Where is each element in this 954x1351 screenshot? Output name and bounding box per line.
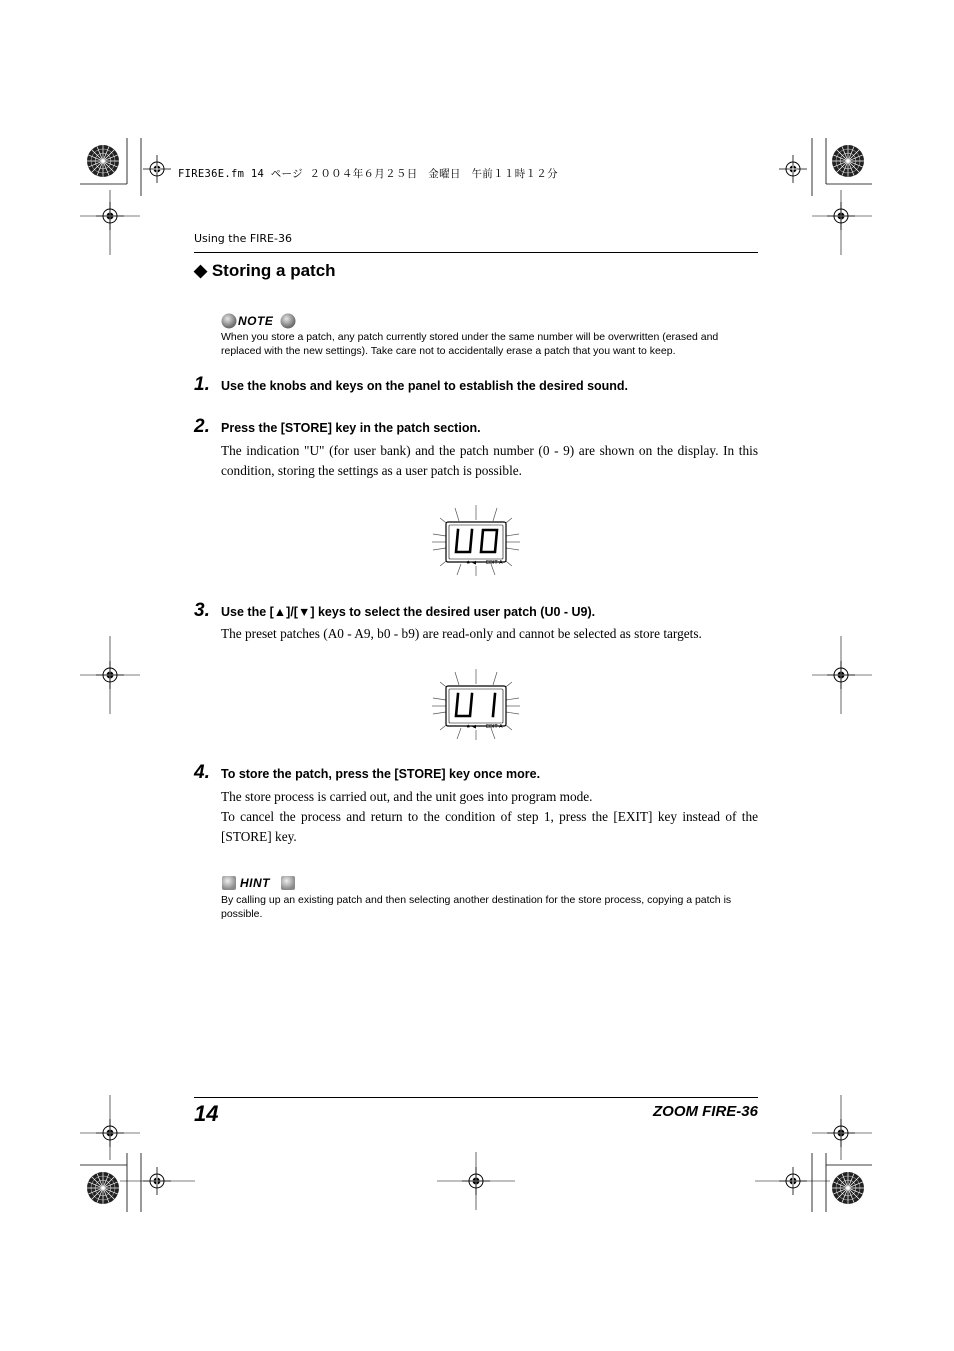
print-job-stamp: FIRE36E.fm 14 ページ ２００４年６月２５日 金曜日 午前１１時１２分 [178,168,558,180]
note-label: NOTE [238,314,274,328]
hint-label: HINT [240,876,270,890]
step-title: Press the [STORE] key in the patch section. [221,421,481,435]
lcd-display-graphic [430,504,522,576]
step-number: 1. [194,374,210,395]
header-rule [194,252,758,253]
step-number: 2. [194,416,210,437]
lcd-caption-left: ♠ ◀ [466,724,476,730]
step-body: To cancel the process and return to the condition of step 1, press the [EXIT] key instead of the [STORE] key. [221,809,758,844]
lcd-display [430,668,522,745]
starburst-target-icon [832,145,864,177]
footer-brand: ZOOM FIRE-36 [652,1103,758,1120]
starburst-target-icon [832,1172,864,1204]
running-header: Using the FIRE-36 [194,232,292,245]
starburst-target-icon [87,1172,119,1204]
lcd-caption-left: ♠ ◀ [466,560,476,566]
lcd-caption-right: EDIT A [486,724,503,730]
step-title: Use the [▲]/[▼] keys to select the desired user patch (U0 - U9). [221,605,596,619]
registration-mark-icon [779,155,807,183]
diamond-bullet-icon: ◆ [194,261,208,280]
step-number: 4. [194,762,210,783]
footer-rule [194,1097,758,1098]
step-title: To store the patch, press the [STORE] key once more. [221,767,541,781]
page-number: 14 [194,1101,219,1126]
lcd-display-graphic [430,668,522,740]
section-title [194,261,336,281]
starburst-target-icon [87,145,119,177]
step-title: Use the knobs and keys on the panel to establish the desired sound. [221,379,629,393]
lcd-caption-right: EDIT A [486,560,503,566]
lcd-display [430,504,522,581]
step-body: The preset patches (A0 - A9, b0 - b9) are read-only and cannot be selected as store targets. [221,626,702,641]
step-body: The store process is carried out, and the unit goes into program mode. [221,789,593,804]
hint-text: By calling up an existing patch and then selecting another destination for the store process, copying a patch is possible. [221,894,732,920]
registration-mark-icon [143,155,171,183]
section-title-text: Storing a patch [211,261,336,280]
step-body: The indication "U" (for user bank) and the patch number (0 - 9) are shown on the display. In this condition, storing the settings as a user patch is possible. [221,443,758,478]
note-text: When you store a patch, any patch currently stored under the same number will be overwritten (erased and replaced with the new settings). Take care not to accidentally erase a patch that you want to keep. [221,331,719,357]
step-number: 3. [194,600,210,621]
